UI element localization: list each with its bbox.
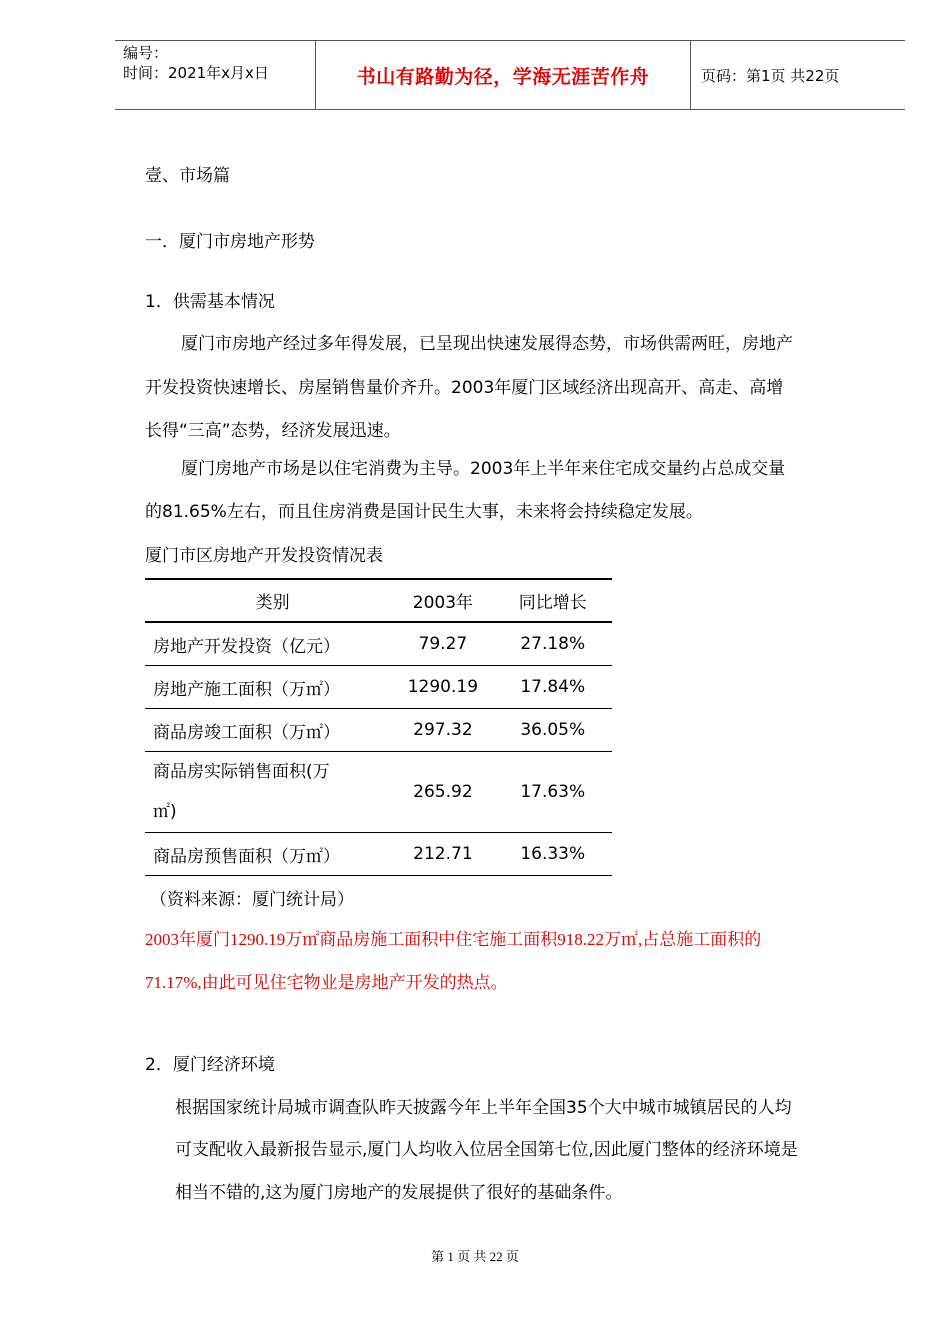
page-footer: 第 1 页 共 22 页	[431, 1249, 519, 1264]
para2-line1: 厦门房地产市场是以住宅消费为主导。2003年上半年来住宅成交量约占总成交量	[181, 459, 786, 479]
table-caption: 厦门市区房地产开发投资情况表	[145, 546, 383, 566]
row-value: 212.71	[413, 844, 473, 864]
header-motto: 书山有路勤为径，学海无涯苦作舟	[356, 65, 650, 88]
red-note-line2: 71.17%,由此可见住宅物业是房地产开发的热点。	[145, 973, 508, 992]
row-category-line1: 商品房实际销售面积(万	[153, 762, 330, 782]
row-growth: 16.33%	[520, 844, 586, 864]
row-growth: 17.84%	[520, 677, 586, 697]
row-category: 商品房竣工面积（万㎡）	[153, 722, 340, 743]
header-year: 2003年	[412, 593, 474, 613]
table-row	[145, 709, 612, 752]
row-category	[145, 752, 392, 833]
row-value: 1290.19	[407, 677, 479, 697]
table-source: （资料来源：厦门统计局）	[150, 890, 354, 910]
row-value: 79.27	[418, 634, 468, 654]
para3-line2: 可支配收入最新报告显示,厦门人均收入位居全国第七位,因此厦门整体的经济环境是	[175, 1140, 798, 1160]
row-category: 房地产开发投资（亿元）	[153, 636, 340, 657]
header-page-cell	[689, 41, 905, 109]
row-value: 265.92	[413, 782, 473, 802]
item2-title: 2．厦门经济环境	[145, 1055, 275, 1075]
table-header-row	[145, 579, 612, 622]
number-label: 编号：	[123, 44, 169, 62]
para3-line3: 相当不错的,这为厦门房地产的发展提供了很好的基础条件。	[175, 1183, 623, 1203]
page-header	[115, 40, 905, 110]
subsection-title: 一．厦门市房地产形势	[145, 232, 315, 252]
row-category: 房地产施工面积（万㎡）	[153, 679, 340, 700]
header-meta	[115, 41, 315, 109]
para1-line1: 厦门市房地产经过多年得发展，已呈现出快速发展得态势，市场供需两旺，房地产	[181, 334, 793, 354]
header-category: 类别	[255, 593, 290, 613]
table-row	[145, 622, 612, 666]
header-page-label: 页码：第1页 共22页	[701, 66, 840, 85]
para2-line2: 的81.65%左右，而且住房消费是国计民生大事，未来将会持续稳定发展。	[145, 502, 703, 522]
para1-line2: 开发投资快速增长、房屋销售量价齐升。2003年厦门区域经济出现高开、高走、高增	[145, 378, 784, 398]
table-row	[145, 752, 612, 833]
row-category-line2: ㎡)	[153, 802, 177, 822]
table-row	[145, 833, 612, 876]
row-category: 商品房预售面积（万㎡）	[153, 846, 340, 867]
row-growth: 36.05%	[520, 720, 586, 740]
time-label: 时间：2021年x月x日	[123, 64, 269, 82]
investment-table	[145, 578, 612, 876]
red-note-line1: 2003年厦门1290.19万㎡商品房施工面积中住宅施工面积918.22万㎡,占总施工面积的	[145, 930, 762, 949]
table-row	[145, 666, 612, 709]
section-title: 壹、市场篇	[145, 166, 230, 186]
item1-title: 1．供需基本情况	[145, 292, 275, 312]
para3-line1: 根据国家统计局城市调查队昨天披露今年上半年全国35个大中城市城镇居民的人均	[175, 1098, 792, 1118]
header-growth: 同比增长	[518, 593, 587, 613]
row-growth: 27.18%	[520, 634, 586, 654]
para1-line3: 长得“三高”态势，经济发展迅速。	[145, 421, 401, 441]
row-growth: 17.63%	[520, 782, 586, 802]
header-motto-cell	[315, 41, 691, 109]
row-value: 297.32	[413, 720, 473, 740]
